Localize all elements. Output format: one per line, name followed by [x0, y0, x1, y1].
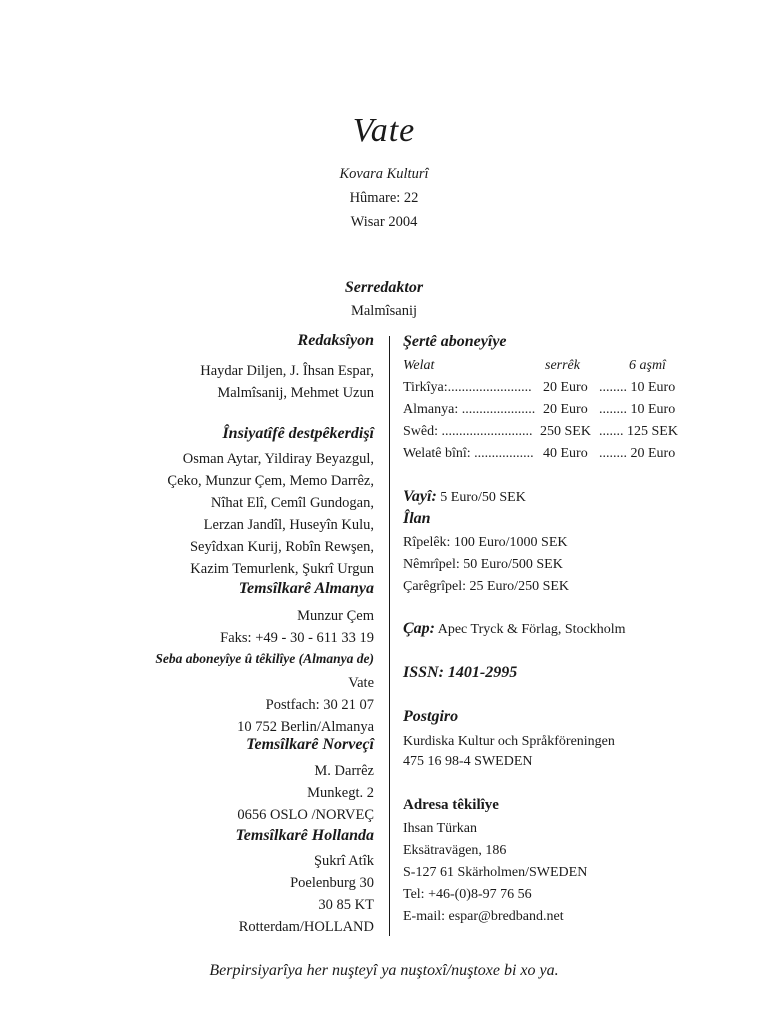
adresa-phone: Tel: +46-(0)8-97 76 56	[403, 887, 532, 902]
seba-line: Postfach: 30 21 07	[265, 697, 374, 713]
norvec-line: Munkegt. 2	[307, 785, 374, 801]
abone-country: Welatê bînî: .................	[403, 446, 534, 461]
abone-country: Almanya: .....................	[403, 402, 536, 417]
abone-table-header	[403, 355, 743, 377]
abone-yearly: 20 Euro	[543, 380, 588, 395]
postgiro-heading: Postgiro	[403, 708, 459, 725]
cap-line	[403, 620, 743, 638]
insiyatif-line: Seyîdxan Kurij, Robîn Rewşen,	[189, 539, 374, 555]
insiyatif-line: Lerzan Jandîl, Huseyîn Kulu,	[203, 517, 374, 533]
adresa-details	[403, 818, 743, 928]
vayi-value: 5 Euro/50 SEK	[440, 490, 526, 505]
redaksiyon-line: Haydar Diljen, J. Îhsan Espar,	[200, 363, 374, 379]
vayi-label: Vayî:	[403, 488, 437, 505]
redaksiyon-heading: Redaksîyon	[297, 332, 374, 349]
column-divider	[389, 336, 390, 936]
insiyatif-line: Osman Aytar, Yildiray Beyazgul,	[182, 451, 374, 467]
hollanda-address	[14, 850, 374, 938]
norvec-line: M. Darrêz	[314, 763, 374, 779]
abone-row	[403, 443, 743, 465]
abone-yearly: 20 Euro	[543, 402, 588, 417]
magazine-title: Vate	[352, 112, 416, 149]
abone-yearly: 250 SEK	[540, 424, 591, 439]
norvec-line: 0656 OSLO /NORVEÇ	[237, 807, 374, 823]
postgiro-line: 475 16 98-4 SWEDEN	[403, 754, 533, 769]
hollanda-heading: Temsîlkarê Hollanda	[235, 827, 374, 844]
abone-row	[403, 377, 743, 399]
abone-country: Swêd: ..........................	[403, 424, 533, 439]
editor-heading: Serredaktor	[344, 279, 424, 296]
postgiro-line: Kurdiska Kultur och Språkföreningen	[403, 734, 615, 749]
hollanda-line: Şukrî Atîk	[313, 853, 374, 869]
almanya-heading: Temsîlkarê Almanya	[238, 580, 374, 597]
abone-yearly: 40 Euro	[543, 446, 588, 461]
adresa-email: E-mail: espar@bredband.net	[403, 909, 564, 924]
insiyatif-list	[14, 448, 374, 580]
seba-address	[14, 672, 374, 738]
abone-halfyear: ........ 20 Euro	[599, 446, 676, 461]
abone-row	[403, 421, 743, 443]
ilan-line: Çarêgrîpel: 25 Euro/250 SEK	[403, 579, 570, 594]
abone-row	[403, 399, 743, 421]
hollanda-line: 30 85 KT	[318, 897, 374, 913]
adresa-line: Eksätravägen, 186	[403, 843, 507, 858]
norvec-address	[14, 760, 374, 826]
cap-value: Apec Tryck & Förlag, Stockholm	[437, 622, 626, 637]
adresa-heading: Adresa têkilîye	[403, 797, 499, 813]
abone-table	[403, 355, 743, 465]
hollanda-line: Rotterdam/HOLLAND	[238, 919, 374, 935]
editor-name: Malmîsanij	[350, 303, 418, 319]
insiyatif-heading: Însiyatîfê destpêkerdişî	[222, 425, 374, 442]
almanya-fax: Faks: +49 - 30 - 611 33 19	[220, 630, 374, 646]
magazine-subtitle: Kovara Kulturî	[339, 166, 429, 182]
abone-col-halfyear: 6 aşmî	[629, 358, 666, 373]
redaksiyon-line: Malmîsanij, Mehmet Uzun	[217, 385, 374, 401]
abone-halfyear: ....... 125 SEK	[599, 424, 678, 439]
issue-date: Wisar 2004	[350, 214, 418, 230]
norvec-heading: Temsîlkarê Norveçî	[246, 736, 374, 753]
ilan-line: Rîpelêk: 100 Euro/1000 SEK	[403, 535, 568, 550]
seba-heading: Seba aboneyîye û têkilîye (Almanya de)	[155, 651, 374, 666]
insiyatif-line: Çeko, Munzur Çem, Memo Darrêz,	[167, 473, 374, 489]
ilan-list	[403, 532, 743, 598]
seba-line: 10 752 Berlin/Almanya	[237, 719, 374, 735]
abone-country: Tirkîya:........................	[403, 380, 532, 395]
abone-halfyear: ........ 10 Euro	[599, 380, 676, 395]
issn: ISSN: 1401-2995	[403, 664, 518, 681]
vayi-line	[403, 488, 743, 506]
redaksiyon-list	[14, 360, 374, 404]
seba-line: Vate	[348, 675, 374, 691]
cap-label: Çap:	[403, 620, 435, 637]
abone-col-country: Welat	[403, 358, 435, 373]
adresa-line: S-127 61 Skärholmen/SWEDEN	[403, 865, 588, 880]
postgiro-details	[403, 732, 743, 772]
ilan-heading: Îlan	[403, 510, 431, 527]
insiyatif-line: Kazim Temurlenk, Şukrî Urgun	[190, 561, 374, 577]
abone-heading: Şertê aboneyîye	[403, 333, 507, 350]
abone-halfyear: ........ 10 Euro	[599, 402, 676, 417]
hollanda-line: Poelenburg 30	[290, 875, 374, 891]
insiyatif-line: Nîhat Elî, Cemîl Gundogan,	[210, 495, 374, 511]
almanya-line: Munzur Çem	[297, 608, 374, 624]
abone-col-yearly: serrêk	[545, 358, 580, 373]
footer-disclaimer: Berpirsiyarîya her nuşteyî ya nuştoxî/nuştoxe bi xo ya.	[209, 962, 559, 979]
adresa-line: Ihsan Türkan	[403, 821, 477, 836]
ilan-line: Nêmrîpel: 50 Euro/500 SEK	[403, 557, 563, 572]
almanya-details	[14, 605, 374, 649]
issue-number: Hûmare: 22	[349, 190, 419, 206]
